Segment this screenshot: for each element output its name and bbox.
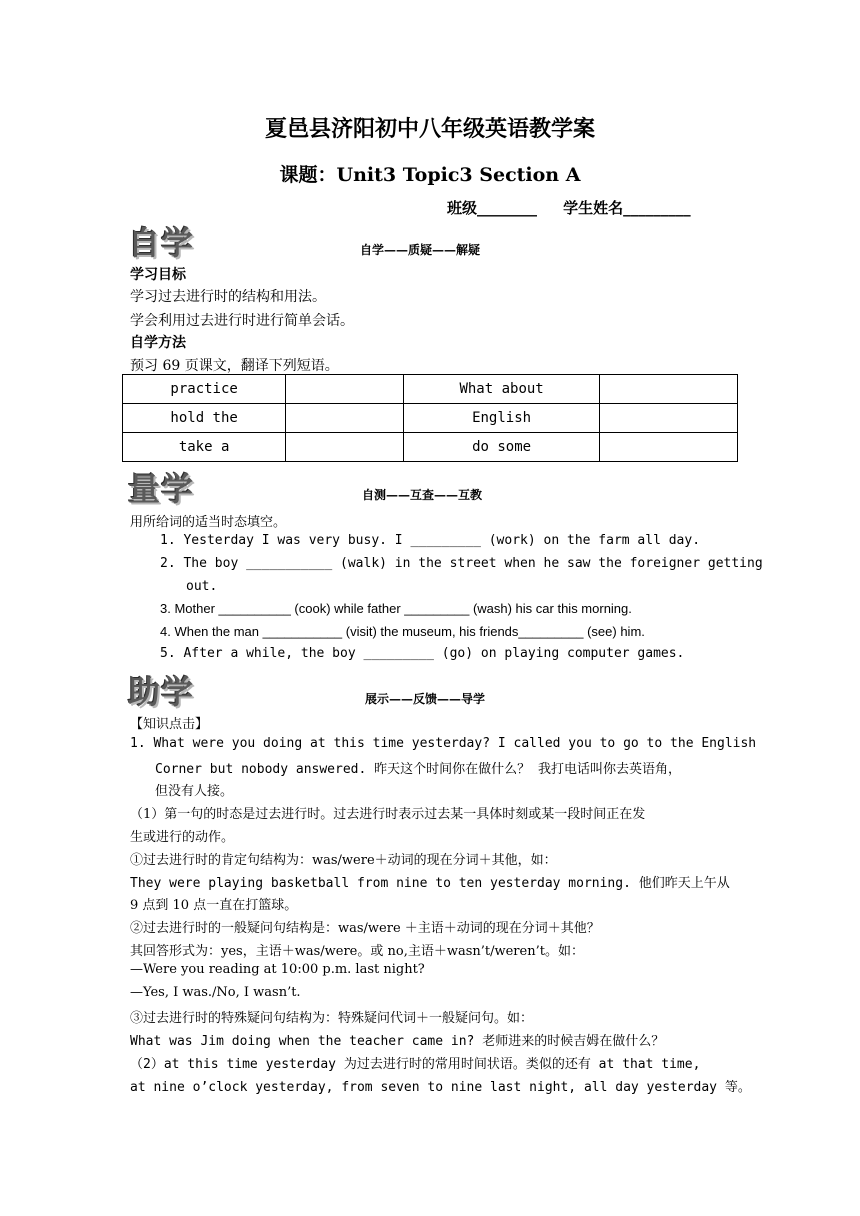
knowledge-line: ③过去进行时的特殊疑问句结构为：特殊疑问代词＋一般疑问句。如：	[130, 1011, 534, 1026]
class-label: 班级________	[447, 199, 538, 217]
knowledge-line: 但没有人接。	[155, 784, 234, 799]
student-name-label: 学生姓名_________	[563, 199, 691, 217]
table-cell: take a	[123, 433, 286, 462]
table-row	[123, 404, 738, 433]
answer-cell[interactable]	[599, 404, 737, 433]
table-cell: English	[404, 404, 599, 433]
knowledge-line: 生或进行的动作。	[130, 830, 235, 845]
table-cell: hold the	[123, 404, 286, 433]
knowledge-line: at nine o’clock yesterday, from seven to nine last night, all day yesterday 等。	[130, 1080, 751, 1095]
section1-slogan: 自学——质疑——解疑	[360, 243, 481, 257]
knowledge-line: （1）第一句的时态是过去进行时。过去进行时表示过去某一具体时刻或某一段时间正在发	[130, 807, 646, 822]
assist-badge: 助学	[128, 673, 195, 711]
goals-heading: 学习目标	[130, 267, 186, 283]
goal-1: 学习过去进行时的结构和用法。	[130, 289, 326, 305]
exercise-item: 1. Yesterday I was very busy. I _________ (work) on the farm all day.	[160, 533, 701, 548]
table-row	[123, 433, 738, 462]
goal-2: 学会利用过去进行时进行简单会话。	[130, 313, 354, 329]
knowledge-line: They were playing basketball from nine to ten yesterday morning. 他们昨天上午从	[130, 876, 730, 891]
self-study-badge: 自学	[128, 224, 195, 262]
knowledge-heading: 【知识点击】	[130, 717, 209, 732]
knowledge-line: —Were you reading at 10:00 p.m. last night?	[130, 962, 425, 977]
answer-cell[interactable]	[599, 433, 737, 462]
answer-cell[interactable]	[286, 433, 404, 462]
phrase-table	[122, 374, 738, 462]
class-name-line	[447, 197, 691, 218]
section3-slogan: 展示——反馈——导学	[365, 692, 486, 706]
table-cell: practice	[123, 375, 286, 404]
exercise-item: 5. After a while, the boy _________ (go) on playing computer games.	[160, 646, 685, 661]
knowledge-line: 9 点到 10 点一直在打篮球。	[130, 898, 298, 913]
knowledge-line: 1. What were you doing at this time yesterday? I called you to go to the English	[130, 736, 757, 751]
knowledge-line: Corner but nobody answered. 昨天这个时间你在做什么？ 我打电话叫你去英语角，	[155, 762, 681, 777]
knowledge-line: ②过去进行时的一般疑问句结构是：was/were ＋主语＋动词的现在分词＋其他？	[130, 921, 600, 936]
knowledge-line: —Yes, I was./No, I wasn’t.	[130, 985, 301, 1000]
knowledge-line: 其回答形式为：yes，主语＋was/were。或 no,主语＋wasn’t/weren’t。如：	[130, 944, 584, 959]
exercise-instruction: 用所给词的适当时态填空。	[130, 515, 287, 530]
table-row	[123, 375, 738, 404]
answer-cell[interactable]	[286, 404, 404, 433]
answer-cell[interactable]	[286, 375, 404, 404]
exercise-item: 3. Mother __________ (cook) while father _________ (wash) his car this morning.	[160, 601, 632, 616]
measure-badge: 量学	[128, 470, 195, 508]
exercise-item: 4. When the man ___________ (visit) the museum, his friends_________ (see) him.	[160, 624, 645, 639]
knowledge-line: （2）at this time yesterday 为过去进行时的常用时间状语。类似的还有 at that time,	[130, 1057, 701, 1072]
knowledge-line: What was Jim doing when the teacher came in? 老师进来的时候吉姆在做什么？	[130, 1034, 665, 1049]
page-title: 夏邑县济阳初中八年级英语教学案	[264, 116, 595, 142]
knowledge-line: ①过去进行时的肯定句结构为：was/were＋动词的现在分词＋其他，如：	[130, 853, 557, 868]
lesson-subtitle: 课题：Unit3 Topic3 Section A	[279, 164, 581, 186]
method-heading: 自学方法	[130, 335, 186, 351]
exercise-item: out.	[186, 579, 218, 594]
section2-slogan: 自测——互查——互教	[362, 488, 483, 502]
exercise-item: 2. The boy ___________ (walk) in the street when he saw the foreigner getting	[160, 556, 763, 571]
method-text: 预习 69 页课文，翻译下列短语。	[130, 358, 339, 374]
table-cell: What about	[404, 375, 599, 404]
table-cell: do some	[404, 433, 599, 462]
answer-cell[interactable]	[599, 375, 737, 404]
